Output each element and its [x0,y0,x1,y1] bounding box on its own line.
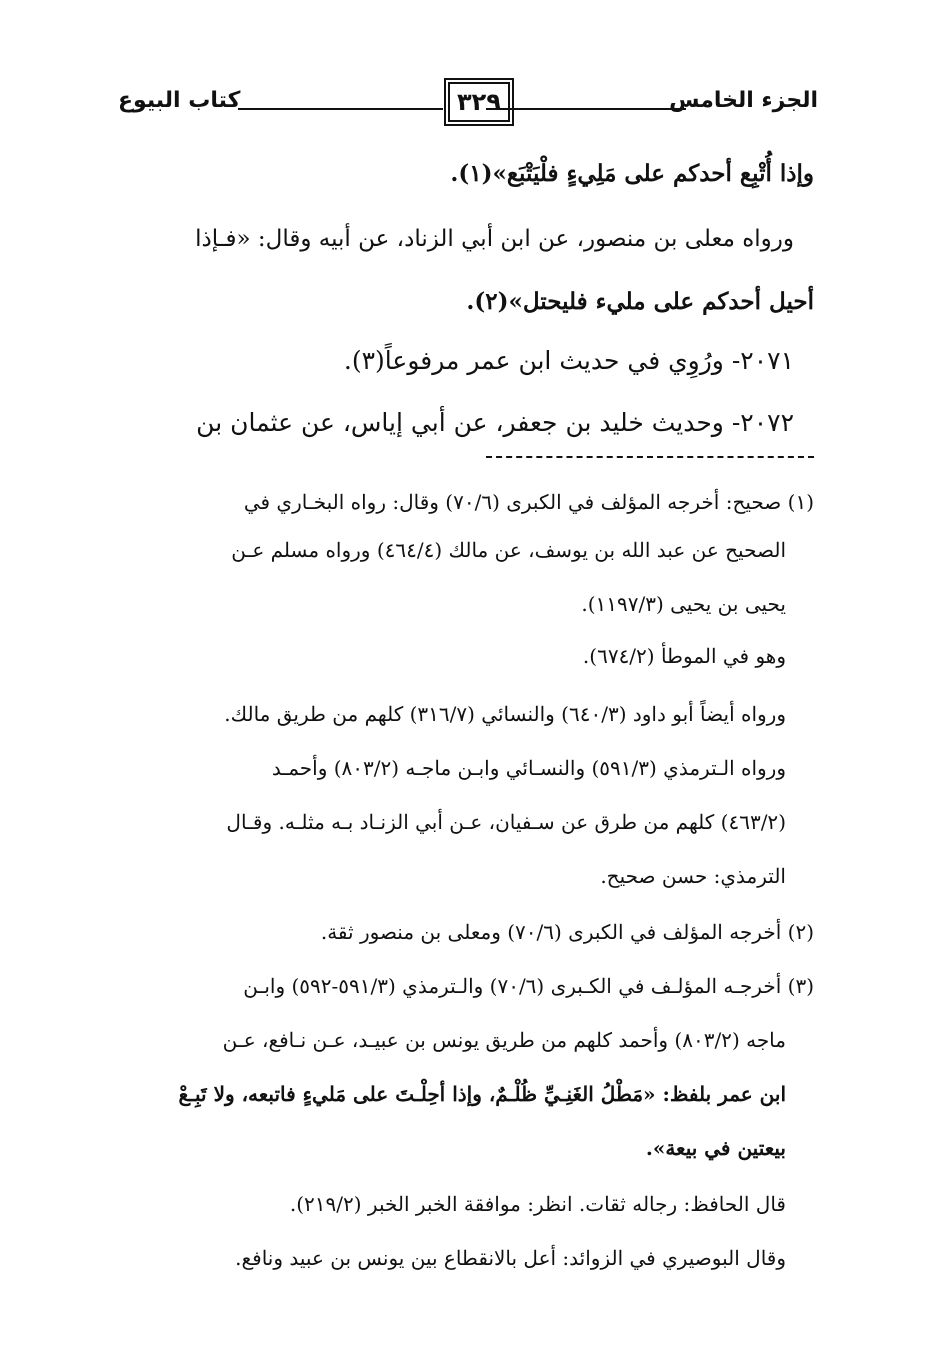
footnote-line: وقال البوصيري في الزوائد: أعل بالانقطاع بين يونس بن عبيد ونافع. [235,1246,786,1270]
footnote-separator [486,456,814,458]
header-rule-right [486,108,686,110]
hadith-2072: ٢٠٧٢- وحديث خليد بن جعفر، عن أبي إياس، عن عثمان بن [196,408,794,437]
footnote-line: (٢) أخرجه المؤلف في الكبرى (٧٠/٦) ومعلى بن منصور ثقة. [320,920,814,944]
footnote-line: يحيى بن يحيى (١١٩٧/٣). [581,592,786,616]
footnote-line: (٣) أخرجـه المؤلـف في الكـبرى (٧٠/٦) والـترمذي (٥٩١/٣-٥٩٢) وابـن [243,974,814,998]
footnote-line: قال الحافظ: رجاله ثقات. انظر: موافقة الخبر الخبر (٢١٩/٢). [289,1192,786,1216]
page-header [118,78,818,128]
footnote-line: ماجه (٨٠٣/٢) وأحمد كلهم من طريق يونس بن عبيـد، عـن نـافع، عـن [222,1028,786,1052]
hadith-2071: ٢٠٧١- ورُوِي في حديث ابن عمر مرفوعاً(٣). [343,346,794,375]
footnote-line: (١) صحيح: أخرجه المؤلف في الكبرى (٧٠/٦) وقال: رواه البخـاري في [243,490,814,514]
main-line: وإذا أُتْبِع أحدكم على مَلِيءٍ فلْيَتْبَع»(١). [450,160,814,187]
footnote-line: وهو في الموطأ (٦٧٤/٢). [582,644,786,668]
page-number: ٣٢٩ [448,82,510,122]
header-rule-left [238,108,443,110]
main-line: أحيل أحدكم على مليء فليحتل»(٢). [466,288,814,315]
footnote-line: الصحيح عن عبد الله بن يوسف، عن مالك (٤٦٤/٤) ورواه مسلم عـن [231,538,786,562]
footnote-line: ورواه أيضاً أبو داود (٦٤٠/٣) والنسائي (٣١٦/٧) كلهم من طريق مالك. [224,702,786,726]
footnote-line: ابن عمر بلفظ: «مَطْلُ الغَنِـيِّ ظُلْـمٌ، وإذا أحِلْـتَ على مَليءٍ فاتبعه، ولا تَبِـعْ [178,1082,786,1106]
main-line: ورواه معلى بن منصور، عن ابن أبي الزناد، عن أبيه وقال: «فـإذا [195,226,794,252]
footnote-line: بيعتين في بيعة». [645,1136,786,1160]
volume-title: الجزء الخامس [669,88,818,113]
book-title: كتاب البيوع [118,88,241,113]
footnote-line: الترمذي: حسن صحيح. [600,864,786,888]
footnote-line: (٤٦٣/٢) كلهم من طرق عن سـفيان، عـن أبي الزنـاد بـه مثلـه. وقـال [226,810,786,834]
footnote-line: ورواه الـترمذي (٥٩١/٣) والنسـائي وابـن ماجـه (٨٠٣/٢) وأحمـد [271,756,786,780]
